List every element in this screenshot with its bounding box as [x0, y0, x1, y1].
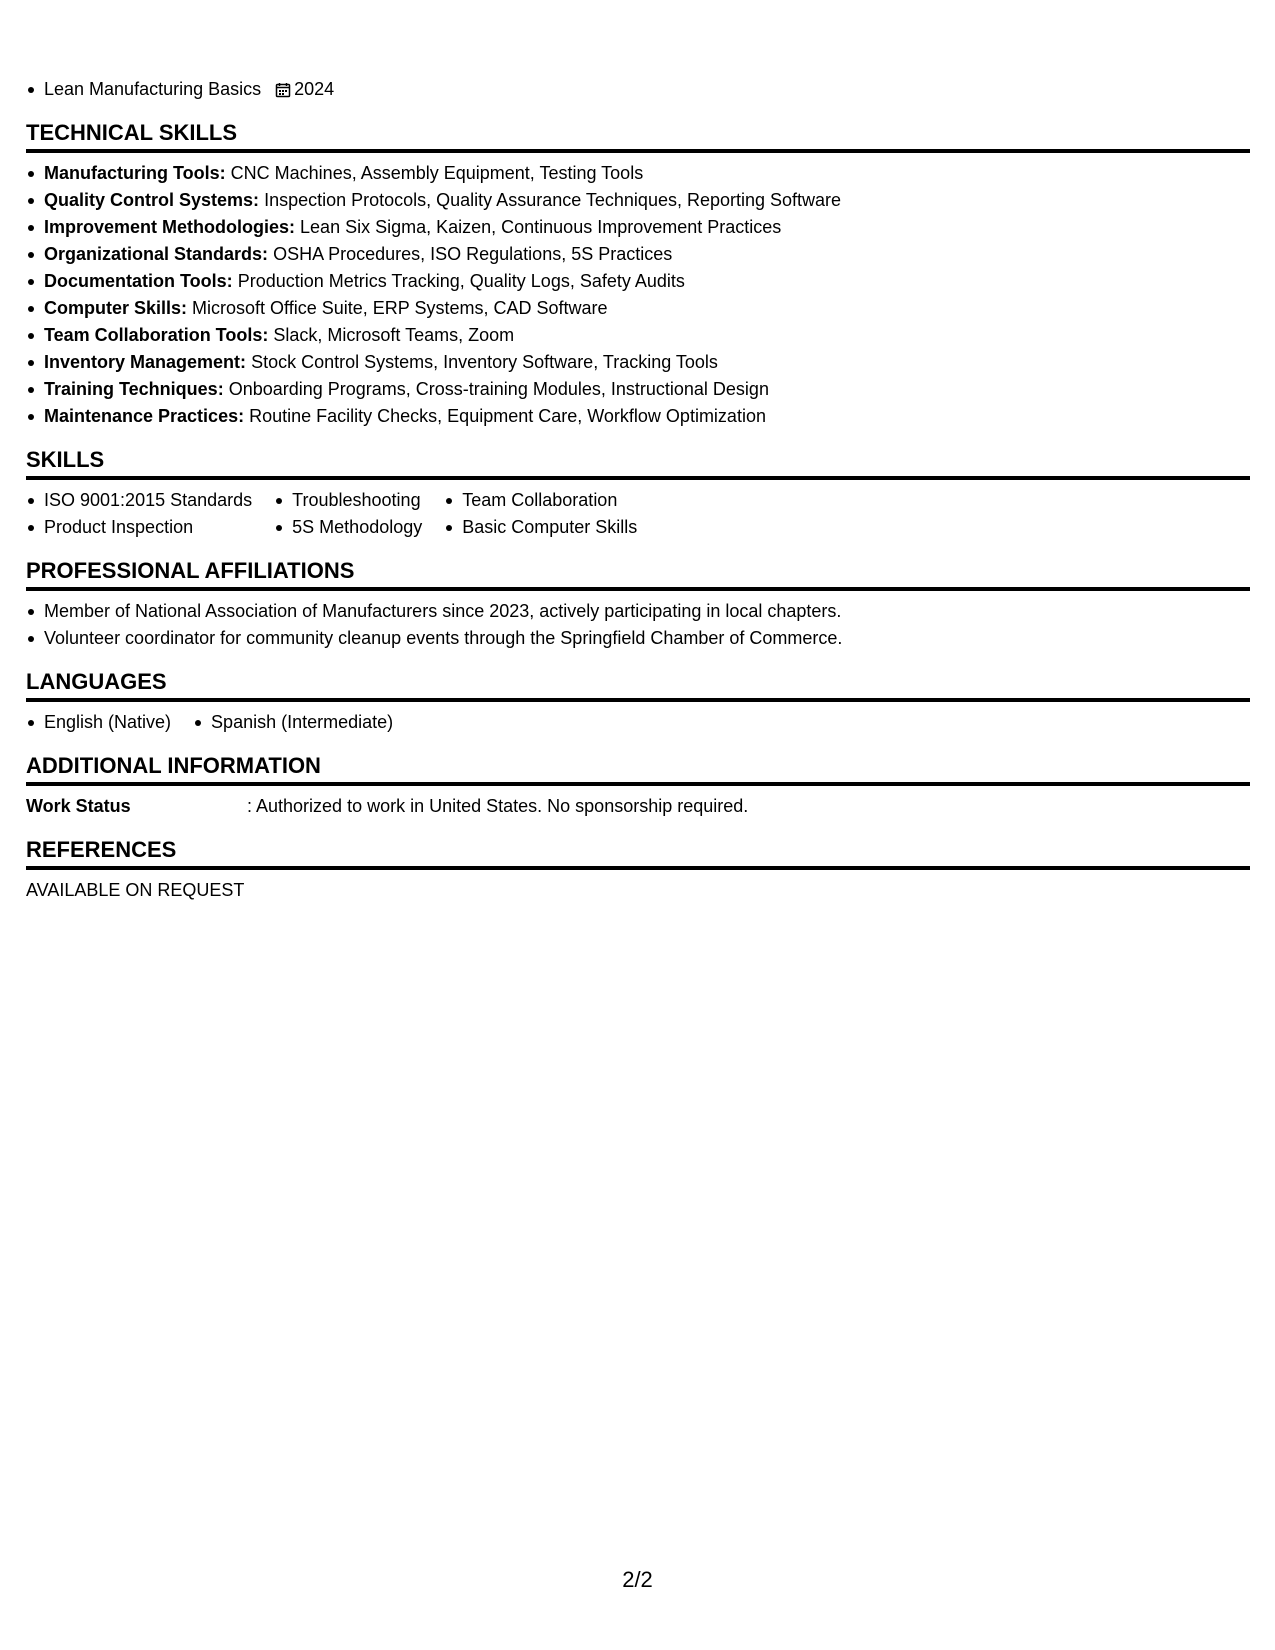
skill-category: Inventory Management: — [44, 352, 247, 372]
skills-columns — [26, 487, 1250, 541]
technical-skill-item — [26, 214, 1250, 241]
references-section — [26, 836, 1250, 904]
skill-values: Production Metrics Tracking, Quality Logs, Safety Audits — [237, 271, 685, 291]
languages-heading: LANGUAGES — [26, 668, 1250, 702]
skill-category: Team Collaboration Tools: — [44, 325, 269, 345]
calendar-icon — [275, 82, 291, 98]
language-item: English (Native) — [26, 709, 171, 736]
references-heading: REFERENCES — [26, 836, 1250, 870]
work-status-row — [26, 793, 1250, 820]
skill-item: Team Collaboration — [444, 487, 637, 514]
skill-values: Microsoft Office Suite, ERP Systems, CAD Software — [192, 298, 608, 318]
skill-item: Product Inspection — [26, 514, 252, 541]
skill-category: Documentation Tools: — [44, 271, 233, 291]
certification-name: Lean Manufacturing Basics — [44, 79, 262, 99]
technical-skill-item — [26, 295, 1250, 322]
affiliations-list — [26, 598, 1250, 652]
technical-skills-section — [26, 119, 1250, 430]
technical-skill-item — [26, 268, 1250, 295]
skill-item: ISO 9001:2015 Standards — [26, 487, 252, 514]
certification-year: 2024 — [294, 79, 335, 99]
work-status-value: : Authorized to work in United States. No sponsorship required. — [247, 796, 749, 816]
work-status-label: Work Status — [26, 796, 131, 816]
skill-category: Organizational Standards: — [44, 244, 269, 264]
technical-skill-item — [26, 349, 1250, 376]
affiliations-section — [26, 557, 1250, 652]
skill-values: Inspection Protocols, Quality Assurance Techniques, Reporting Software — [264, 190, 842, 210]
skills-column — [26, 487, 252, 541]
skill-category: Manufacturing Tools: — [44, 163, 226, 183]
additional-info-section — [26, 752, 1250, 820]
skill-item: Troubleshooting — [274, 487, 422, 514]
skills-column — [444, 487, 637, 541]
affiliation-item: Member of National Association of Manufacturers since 2023, actively participating in local chapters. — [26, 598, 1250, 625]
skill-values: Onboarding Programs, Cross-training Modules, Instructional Design — [228, 379, 769, 399]
skill-values: Stock Control Systems, Inventory Software, Tracking Tools — [251, 352, 718, 372]
skill-item: Basic Computer Skills — [444, 514, 637, 541]
skills-section — [26, 446, 1250, 541]
languages-section — [26, 668, 1250, 736]
technical-skill-item — [26, 241, 1250, 268]
skill-values: Slack, Microsoft Teams, Zoom — [273, 325, 515, 345]
technical-skill-item — [26, 187, 1250, 214]
language-item: Spanish (Intermediate) — [193, 709, 393, 736]
references-text: AVAILABLE ON REQUEST — [26, 880, 245, 900]
skill-category: Computer Skills: — [44, 298, 188, 318]
skill-item: 5S Methodology — [274, 514, 422, 541]
additional-info-heading: ADDITIONAL INFORMATION — [26, 752, 1250, 786]
technical-skill-item — [26, 160, 1250, 187]
skill-values: Lean Six Sigma, Kaizen, Continuous Improvement Practices — [300, 217, 782, 237]
certification-item — [26, 76, 1250, 103]
skill-values: OSHA Procedures, ISO Regulations, 5S Practices — [273, 244, 673, 264]
skills-heading: SKILLS — [26, 446, 1250, 480]
technical-skill-item — [26, 376, 1250, 403]
skill-category: Quality Control Systems: — [44, 190, 260, 210]
technical-skills-heading: TECHNICAL SKILLS — [26, 119, 1250, 153]
skill-category: Training Techniques: — [44, 379, 224, 399]
skill-values: CNC Machines, Assembly Equipment, Testing Tools — [230, 163, 644, 183]
skill-category: Improvement Methodologies: — [44, 217, 296, 237]
page-number: 2/2 — [622, 1567, 653, 1592]
languages-list — [26, 709, 1250, 736]
resume-page — [26, 76, 1250, 904]
skills-column — [274, 487, 422, 541]
technical-skills-list — [26, 160, 1250, 430]
technical-skill-item — [26, 322, 1250, 349]
affiliation-item: Volunteer coordinator for community cleanup events through the Springfield Chamber of Commerce. — [26, 625, 1250, 652]
certification-list — [26, 76, 1250, 103]
skill-values: Routine Facility Checks, Equipment Care, Workflow Optimization — [249, 406, 766, 426]
skill-category: Maintenance Practices: — [44, 406, 245, 426]
technical-skill-item — [26, 403, 1250, 430]
affiliations-heading: PROFESSIONAL AFFILIATIONS — [26, 557, 1250, 591]
